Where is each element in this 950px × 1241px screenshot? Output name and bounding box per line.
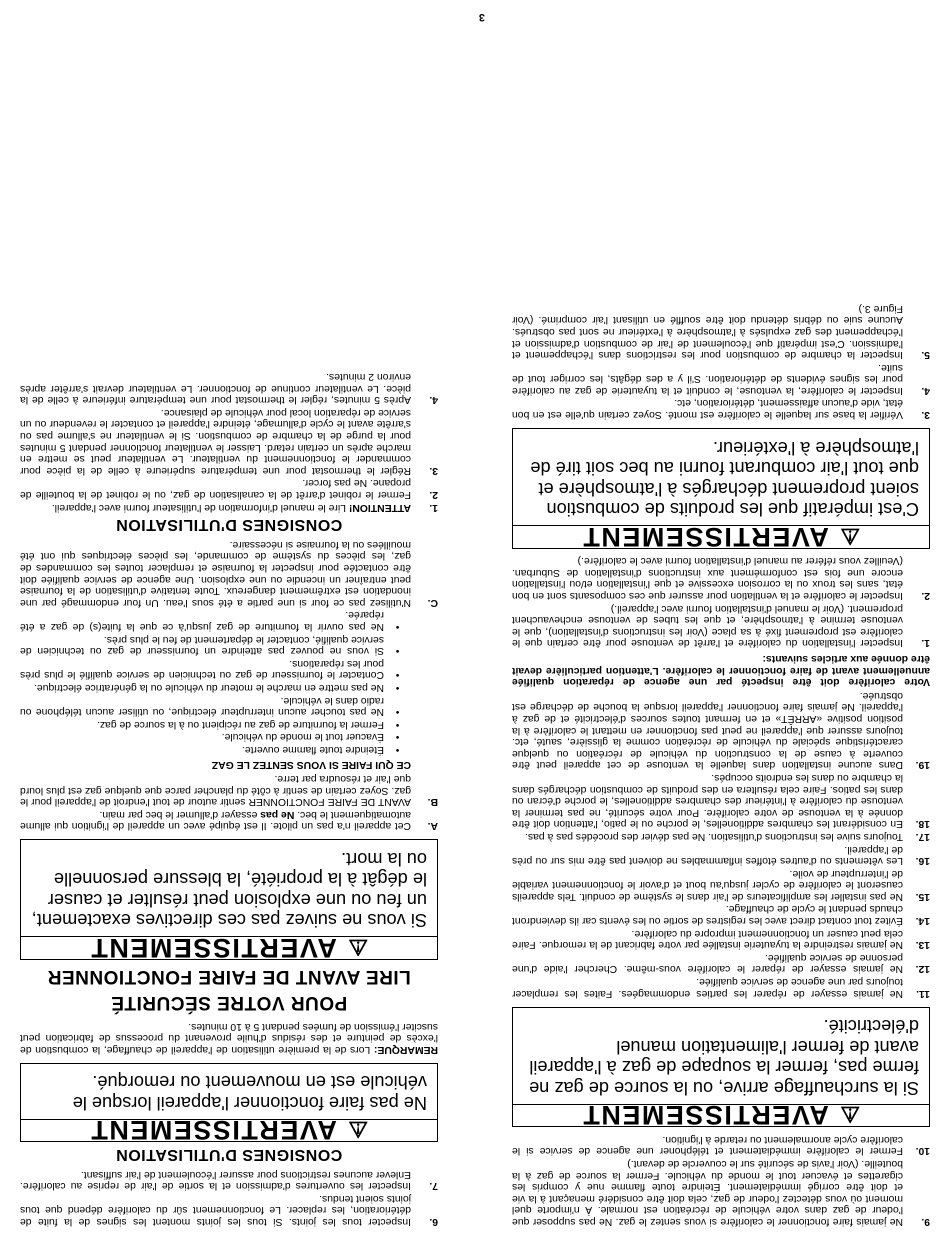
list-item [512,361,930,396]
warning-text: Ne pas faire fonctionner l'appareil lorsque le véhicule est en mouvement ou remorqué. [72,1072,427,1113]
item-number: 18. [915,818,930,830]
item-number: 2. [429,489,438,501]
item-text: Inspecter l'installation du calorifère et l'arrêt de ventouse pour être certain que le calorifère est proprement fixé à sa place (Voir les instructions d'installation), que le ventouse termine à l'atmosphère, et que les tubes de ventouse enchevauchent proprement. (Voir le manuel d'installation fourni avec l'appareil.) [512,602,903,649]
bullet-icon: • [395,681,400,693]
list-item [512,771,930,829]
item-text: Dans aucune installation dans laquelle la ventouse de cet appareil peut être couverte à cause de la construction du véhicule de récréation ou quelque caractéristique spéciale du véhicule de récréation comme la glissière, sauté, etc. toujours assurer que l'appareil ne peut pas fonctionner en mettant le calorifère à la position positive «ARRÊT» et en fermant toutes sources d'électricité et de gaz à l'appareil. Ne jamais faire fonctionner l'appareil lorsque la bouche de décharge est obstruée. [512,689,903,771]
item-text: Inspecter le calorifère et la ventilation pour assurer que ces composants sont en bon état, sans les troux ou la corrosion excessive et que l'installation et/ou l'installation encore une fois est conformément aux instructions d'installation de Suburban. (Veuillez vous référer au manuel d'installation fourni avec le calorifère.) [512,555,903,602]
bullet-icon: • [395,620,400,632]
inspection-list [512,555,930,649]
bullet-icon: • [395,743,400,755]
annual-inspection-intro: Votre calorifère doit être inspecté par une agence de réparation qualifiée annuellement avant de faire fonctionner le calorifère. L'attention particulière devait être donnée aux articles suivants: [512,653,930,688]
bullet-text: Fermer la fourniture de gaz au récipient ou à la source de gaz. [96,718,384,730]
item-text: Régler le thermostat pour une température supérieure à celle de la pièce pour commander le fonctionnement du ventilateur. Le ventilateur peut se mettre en marche après un certain retard. Laisser le ventilateur fonctionner pendant 5 minutes pour la purge de la chambre de combustion. Si le ventilateur ne s'allume pas ou s'arrête avant le cycle d'allumage, éteindre l'appareil et contacter le revendeur ou un service de réparation local pour véhicule de plaisance. [20,406,411,476]
gas-smell-list [20,609,411,755]
bullet-icon: • [395,645,400,657]
warning-triangle-icon: ⚠ [346,935,369,961]
list-item [512,903,930,926]
gas-smell-heading: CE QUI FAIRE SI VOUS SENTEZ LE GAZ [211,759,411,771]
list-item [20,1192,438,1227]
item-number: 5. [921,349,930,361]
warning-box [20,839,438,964]
list-item [20,773,438,808]
item-text-bold: ATTENTION! [348,501,411,513]
list-item [512,951,930,974]
item-number: 3. [429,464,438,476]
list-item [20,538,438,608]
safety-list [512,689,930,998]
item-number: 15. [915,890,930,902]
warning-title: AVERTISSEMENT [89,1115,337,1146]
bullet-text: Évacuer tout le monde du véhicule. [221,731,384,743]
list-item [20,501,438,513]
item-text: Fermer le robinet d'arrêt de la canalisation de gaz, ou le robinet de la bouteille de propane. Ne pas forcer. [20,477,411,501]
item-number: 13. [915,939,930,951]
item-text: N'utilisez pas ce four si une partie a été sous l'eau. Un four endommagé par une inondation est extrêmement dangereux. Toute tentative d'utilisation de la fournaise peut entraîner un incendie ou une explosion. Une agence de service qualifiée doit être contactée pour inspecter la fournaise et remplacer toutes les commandes de gaz, les pièces du système de commande, les pièces électriques qui ont été mouillées ou la fournaise si nécessaire. [20,538,411,608]
item-text-tail: essayer d'allumer le bec par main. [99,808,258,820]
bullet-text: Ne pas mettre en marche le moteur du véhicule ou la génératrice électrique. [33,681,384,693]
item-text: Toujours suive les instructions d'utilisation. Ne pas dévier des procédés pas à pas. [525,830,903,842]
bullet-item [20,609,411,632]
item-number: 1. [921,637,930,649]
item-number: 12. [915,963,930,975]
bullet-item [20,681,411,693]
warning-triangle-icon: ⚠ [346,1117,369,1143]
item-text: AVANT DE FAIRE FONCTIONNER sentir autour de tout l'endroit de l'appareil pour le gaz. Soyez certain de sentir à côté du plancher parce que quelque gaz est plus lourd que l'air et résoudra par terre. [20,773,411,808]
item-text: Ne jamais restreindre la tuyauterie installée par votre fabricant de la remorque. Faire cela peut causer un fonctionnement impropre du calorifère. [512,927,903,951]
section-heading: CONSIGNES D'UTILISATION [115,516,343,534]
warning-header [21,933,437,964]
bullet-icon: • [395,731,400,743]
bullet-icon: • [395,706,400,718]
item-number: 11. [916,987,930,999]
warning-box [20,1063,438,1146]
warning-title: AVERTISSEMENT [89,933,337,964]
warning-triangle-icon: ⚠ [838,1102,861,1128]
warning-box [512,1007,930,1131]
item-number: 17. [915,830,930,842]
warning-text: C'est impératif que les produits de combustion soient proprement déchargés à l'atmosphère et que tout l'air comburant fourni au bec soit tiré de l'atmosphère à l'extérieur. [530,437,919,520]
list-item [512,1133,930,1156]
item-text: Ne jamais essayer de réparer les parties endommagées. Faites les remplacer toujours par une agence de service qualifiée. [512,976,903,999]
item-text: Inspecter les ouvertures d'admission et la sortie de l'air de reprise au calorifère. Enlever aucunes restrictions pour assurer l'écoulement de l'air suffisant. [20,1168,411,1192]
list-item [20,371,438,406]
page-number: 3 [478,11,485,23]
item-text: Inspecter le calorifère, la ventouse, le conduit et la tuyauterie de gaz au calorifère pour les signes évidents de détérioration. S'il y a des dégâts, les corriger tout de suite. [512,361,903,396]
item-number: 19. [915,759,930,771]
item-number: 10. [915,1145,930,1157]
bullet-text: Contacter le fournisseur de gaz ou technicien de service qualifié le plus près pour les réparations. [20,657,384,681]
inspection-list [512,302,930,420]
list-item [512,975,930,998]
item-letter: A. [427,820,438,832]
item-letter: C. [427,596,438,608]
list-item [20,477,438,500]
list-item [512,830,930,842]
item-letter: B. [427,796,438,808]
item-text: Ne jamais essayer de réparer le calorifère vous-même. Chercher l'aide d'une personne de service qualifiée. [512,951,903,975]
warning-text: Si la surchauffage arrive, ou la source de gaz ne ferme pas, fermer la soupape de gaz à l'appareil avant de fermer l'alimentation manuel d'électricité. [529,1016,919,1098]
item-text-main: Cet appareil n'a pas un pilote. Il est équipé avec un appareil de l'ignition qui allume automatiquement le bec. [20,808,411,832]
item-number: 3. [921,409,930,421]
list-item [512,689,930,770]
warning-header [21,1115,437,1146]
bullet-text: Si vous ne pouvez pas atteindre un fournisseur de gaz ou technicien de service qualifié, contacter le département de feu le plus près. [20,633,384,657]
bullet-item [20,743,411,755]
remarque-text: Lors de la première utilisation de l'appareil de chauffage, la combustion de l'excès de peinture et des résidus d'huile provenant du processus de fabrication peut susciter l'émission de fumées pendant 5 à 10 minutes. [20,1020,438,1055]
bullet-text: Ne pas ouvrir la fourniture de gaz jusqu'à ce que la fuite(s) de gaz a été réparée. [20,609,384,632]
list-item [512,555,930,601]
warning-triangle-icon: ⚠ [838,523,861,549]
bullet-icon: • [395,718,400,730]
warning-box [512,428,930,552]
item-text: En considérant les chambres additionelles, le porche ou le patio, l'attention doit être donnée à la ventouse de votre calorifère. Pour votre sécurité, ne pas terminer la ventouse du calorifère à l'intérieur des chambres additionelles, le porche d'écran ou dans les patios. Faire cela résultera en des produits de combustion déchargés dans la chambre ou dans les endroits occupés. [512,771,903,830]
item-text: Vérifier la base sur laquelle le calorifère est monté. Soyez certain qu'elle est en bon état, vide d'aucun affaissement, détérioration, etc. [512,397,903,421]
warning-title: AVERTISSEMENT [581,521,829,552]
item-number: 6. [429,1216,438,1227]
bullet-text: Éteindre toute flamme ouverte. [241,743,384,755]
right-column [20,370,438,1228]
bullet-item [20,718,411,730]
bullet-item [20,633,411,656]
item-text: Inspecter tous les joints. Si tous les joints montent les signes de la fuite de détérioration, les replacer. Le fonctionnement sûr du calorifère dépend que tous joints soient tendus. [20,1192,411,1227]
item-text: Inspecter la chambre de combustion pour les restrictions dans l'échappement et l'admission. C'est impératif que l'écoulement de l'air de combustion d'admission et l'échappement des gaz expulsés à l'atmosphère à l'extérieur ne sont pas obstrués. Aucune suie ou débris détendu doit être soufflé en utilisant l'air comprimé. (Voir Figure 3.) [512,302,903,361]
remarque-note [20,1020,438,1055]
warning-header [513,1100,929,1131]
list-item [512,867,930,902]
bullet-item [20,731,411,743]
warning-header [513,521,929,552]
item-number: 1. [429,501,438,513]
item-number: 9. [921,1216,930,1227]
list-item [512,602,930,648]
bullet-item [20,694,411,717]
item-text-bold: Ne pas [260,808,295,820]
list-item [20,1168,438,1191]
warning-title: AVERTISSEMENT [581,1100,829,1131]
inspection-list [20,1168,438,1227]
item-text [20,501,411,513]
item-number: 4. [921,384,930,396]
item-number: 14. [915,915,930,927]
bullet-text: Ne pas toucher aucun interrupteur électrique, ou utiliser aucun téléphone ou radio dans le véhicule. [20,694,384,718]
item-text: Ne pas installer les amplificateurs de l'air dans le système de conduit. Tels appareils causeront le calorifère de cycler jusqu'au bout et d'avoir le fonctionnement variable de l'interrupteur de voile. [512,867,903,902]
operating-list [20,371,438,513]
item-text-main: Lire le manuel d'information de l'utilisateur fourni avec l'appareil. [51,501,346,513]
list-item [512,843,930,866]
warning-text: Si vous ne suivez pas ces directives exactement, un feu ou une explosion peut résulter et causer le dégât à la propriété, la blessure personnelle ou la mort. [31,848,427,931]
item-number: 2. [921,590,930,602]
item-number: 16. [915,855,930,867]
item-number: 7. [429,1180,438,1192]
list-item [512,927,930,950]
list-item [512,397,930,420]
item-text: Ne jamais faire fonctionner le calorifère si vous sentez le gaz. Ne pas supposer que l'odeur de gaz dans votre véhicule de récréation est normale. À n'importe quel moment où vous détectez l'odeur de gaz, cela doit être considéré menaçant à la vie et doit être corrigé immédiatement. Éteindre toute flamme nue y compris les cigarettes et évacuer tout le monde du véhicule. Fermer la source de gaz à la bouteille. (Voir l'avis de sécurité sur le couvercle de devant.) [512,1158,903,1227]
item-text: Après 5 minutes, régler le thermostat pour une température inférieure à celle de la pièce. Le ventilateur continue de fonctionner. Le ventilateur devrait s'arrêter après environ 2 minutes. [20,371,411,406]
safety-heading: POUR VOTRE SÉCURITÉ [110,992,348,1014]
item-number: 4. [429,394,438,406]
list-item [20,808,438,831]
list-item [512,302,930,360]
list-item [512,1157,930,1227]
remarque-label: REMARQUE: [373,1043,438,1055]
item-text: Évitez tout contact direct avec les registres de sortie ou les évents car ils deviendront chauds pendant le cycle de chauffage. [512,903,903,927]
bullet-item [20,657,411,680]
safety-subheading: LIRE AVANT DE FAIRE FONCTIONNER [47,966,411,988]
item-text: Fermer le calorifère immédiatement et téléphoner une agence de service si le calorifère cycle anormalement ou retarde à l'ignition. [512,1133,903,1157]
bullet-icon: • [395,669,400,681]
section-heading: CONSIGNES D'UTILISATION [115,1146,343,1164]
list-item [20,406,438,476]
left-column [512,301,930,1227]
item-text: Les vêtements ou d'autres étoffes inflammables ne doivent pas être mis sur ou près de l'appareil. [512,843,903,867]
item-text [20,808,411,831]
